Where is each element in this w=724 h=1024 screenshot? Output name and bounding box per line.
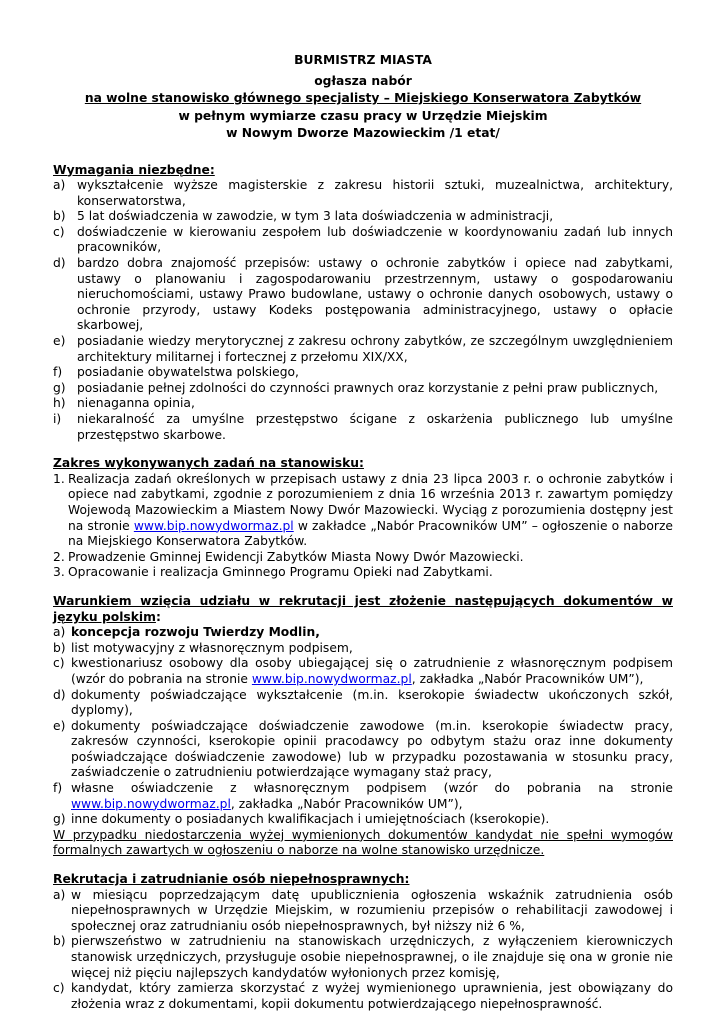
list-text: pierwszeństwo w zatrudnieniu na stanowiskach urzędniczych, z wyłączeniem kierowniczych stanowisk urzędniczych, przysługuje osobie niepełnosprawnej, o ile znajduje się ona w gronie nie więcej niż pięciu najlepszych kandydatów wyłonionych przez komisję, bbox=[71, 934, 673, 980]
requirements-section bbox=[53, 163, 673, 444]
list-text: posiadanie obywatelstwa polskiego, bbox=[77, 365, 299, 380]
list-marker: b) bbox=[53, 934, 66, 949]
list-marker: g) bbox=[53, 812, 66, 827]
disabled-section bbox=[53, 872, 673, 1012]
list-item bbox=[53, 334, 673, 365]
list-item bbox=[53, 225, 673, 256]
documents-title-text: Warunkiem wzięcia udziału w rekrutacji jest złożenie następujących dokumentów w języku polskim bbox=[53, 593, 673, 624]
list-marker: c) bbox=[53, 981, 65, 996]
list-text: 5 lat doświadczenia w zawodzie, w tym 3 lata doświadczenia w administracji, bbox=[77, 209, 554, 224]
list-text: nienaganna opinia, bbox=[77, 396, 195, 411]
list-text bbox=[71, 656, 673, 687]
list-marker: e) bbox=[53, 334, 66, 349]
header-location: w Nowym Dworze Mazowieckim /1 etat/ bbox=[226, 126, 500, 140]
list-marker: c) bbox=[53, 656, 65, 671]
list-item bbox=[53, 412, 673, 443]
list-text: bardzo dobra znajomość przepisów: ustawy o ochronie zabytków i opiece nad zabytkami, ustawy o planowaniu i zagospodarowaniu przestrzennym, ustawy o gospodarowaniu nieruchomościami, ustawy Prawo budowlane, ustawy o ochronie danych osobowych, ustawy o ochronie przyrody, ustawy Kodeks postępowania administracyjnego, ustawy o opłacie skarbowej, bbox=[77, 256, 673, 333]
list-item bbox=[53, 565, 673, 581]
duties-title: Zakres wykonywanych zadań na stanowisku: bbox=[53, 456, 364, 471]
list-item bbox=[53, 550, 673, 566]
list-text: inne dokumenty o posiadanych kwalifikacjach i umiejętnościach (kserokopie). bbox=[71, 812, 550, 827]
duties-section bbox=[53, 456, 673, 581]
list-text: list motywacyjny z własnoręcznym podpisem, bbox=[71, 640, 353, 655]
documents-note: W przypadku niedostarczenia wyżej wymienionych dokumentów kandydat nie spełni wymogów formalnych zawartych w ogłoszeniu o naborze na wolne stanowisko urzędnicze. bbox=[53, 827, 673, 858]
list-text: dokumenty poświadczające doświadczenie zawodowe (m.in. kserokopie świadectw pracy, zakresów czynności, kserokopie opinii pracodawcy po odbytym stażu oraz inne dokumenty poświadczające doświadczenie zawodowe) lub w przypadku pozostawania w stosunku pracy, zaświadczenie o zatrudnieniu potwierdzające wymagany staż pracy, bbox=[71, 718, 673, 780]
list-item bbox=[53, 256, 673, 334]
header-position: na wolne stanowisko głównego specjalisty – Miejskiego Konserwatora Zabytków bbox=[84, 91, 642, 105]
list-marker: h) bbox=[53, 396, 66, 411]
list-marker: 1. bbox=[53, 471, 65, 486]
announcement-header bbox=[53, 52, 673, 143]
disabled-title: Rekrutacja i zatrudnianie osób niepełnosprawnych: bbox=[53, 872, 410, 887]
bip-link[interactable]: www.bip.nowydwormaz.pl bbox=[133, 518, 294, 533]
list-item bbox=[53, 625, 673, 641]
list-text: wykształcenie wyższe magisterskie z zakresu historii sztuki, muzealnictwa, architektury, konserwatorstwa, bbox=[77, 178, 673, 208]
list-item bbox=[53, 781, 673, 812]
list-item bbox=[53, 888, 673, 935]
list-marker: a) bbox=[53, 887, 66, 902]
list-marker: b) bbox=[53, 209, 66, 224]
header-announces: ogłasza nabór bbox=[314, 73, 412, 88]
list-marker: a) bbox=[53, 625, 66, 640]
list-marker: b) bbox=[53, 640, 66, 655]
list-marker: i) bbox=[53, 412, 62, 426]
list-text: posiadanie wiedzy merytorycznej z zakresu ochrony zabytków, ze szczególnym uwzględnieniem architektury militarnej i fortecznej z przełomu XIX/XX, bbox=[77, 334, 673, 364]
list-item bbox=[53, 209, 673, 225]
list-item bbox=[53, 381, 673, 397]
list-item bbox=[53, 641, 673, 657]
bip-link[interactable]: www.bip.nowydwormaz.pl bbox=[251, 671, 412, 686]
list-text bbox=[68, 472, 673, 550]
list-item bbox=[53, 688, 673, 719]
list-marker: g) bbox=[53, 380, 66, 395]
list-text: dokumenty poświadczające wykształcenie (m.in. kserokopie świadectw ukończonych szkół, dyplomy), bbox=[71, 687, 673, 718]
header-worktime: w pełnym wymiarze czasu pracy w Urzędzie Miejskim bbox=[178, 108, 548, 123]
list-marker: f) bbox=[53, 781, 63, 796]
list-text: posiadanie pełnej zdolności do czynności prawnych oraz korzystanie z pełni praw publicznych, bbox=[77, 380, 659, 395]
documents-title-colon: : bbox=[155, 609, 161, 624]
documents-title bbox=[53, 594, 673, 625]
list-marker: e) bbox=[53, 718, 66, 733]
bip-link[interactable]: www.bip.nowydwormaz.pl bbox=[71, 796, 231, 811]
list-marker: a) bbox=[53, 178, 66, 193]
list-marker: d) bbox=[53, 687, 66, 702]
list-marker: d) bbox=[53, 256, 66, 271]
list-text: doświadczenie w kierowaniu zespołem lub doświadczenie w koordynowaniu zadań lub innych pracowników, bbox=[77, 224, 673, 255]
list-item bbox=[53, 719, 673, 781]
documents-section bbox=[53, 594, 673, 859]
list-marker: 2. bbox=[53, 549, 65, 564]
list-text: Opracowanie i realizacja Gminnego Programu Opieki nad Zabytkami. bbox=[68, 565, 493, 580]
list-text: w miesiącu poprzedzającym datę upublicznienia ogłoszenia wskaźnik zatrudnienia osób niepełnosprawnych w Urzędzie Miejskim, w rozumieniu przepisów o rehabilitacji zawodowej i społecznej oraz zatrudnianiu osób niepełnosprawnych, był niższy niż 6 %, bbox=[71, 887, 673, 933]
doc-text-part: , zakładka „Nabór Pracowników UM”), bbox=[411, 671, 644, 686]
list-item bbox=[53, 178, 673, 209]
list-item bbox=[53, 981, 673, 1012]
requirements-title: Wymagania niezbędne: bbox=[53, 162, 215, 177]
list-text bbox=[71, 781, 673, 812]
list-item bbox=[53, 812, 673, 828]
document-page bbox=[53, 52, 673, 1012]
list-text: niekaralność za umyślne przestępstwo ścigane z oskarżenia publicznego lub umyślne przestępstwo skarbowe. bbox=[77, 412, 673, 442]
duty-text-part: w zakładce „Nabór Pracowników UM” – ogłoszenie o naborze na Miejskiego Konserwatora Zabytków. bbox=[68, 518, 673, 549]
header-issuer: BURMISTRZ MIASTA bbox=[294, 53, 432, 67]
doc-text-part: kwestionariusz osobowy dla osoby ubiegającej się o zatrudnienie z własnoręcznym podpisem (wzór do pobrania na stronie bbox=[71, 656, 673, 686]
duty-text-part: Realizacja zadań określonych w przepisach ustawy z dnia 23 lipca 2003 r. o ochronie zabytków i opiece nad zabytkami, zgodnie z porozumieniem z dnia 16 września 2013 r. zawartym pomiędzy Wojewodą Mazowieckim a Miastem Nowy Dwór Mazowiecki. Wyciąg z porozumienia dostępny jest na stronie bbox=[68, 471, 673, 533]
list-marker: f) bbox=[53, 365, 63, 380]
list-marker: 3. bbox=[53, 565, 65, 580]
doc-text-part: , zakładka „Nabór Pracowników UM”), bbox=[230, 796, 463, 811]
list-item bbox=[53, 396, 673, 412]
list-item bbox=[53, 472, 673, 550]
list-item bbox=[53, 934, 673, 981]
list-marker: c) bbox=[53, 224, 65, 239]
list-item bbox=[53, 656, 673, 687]
list-text: koncepcja rozwoju Twierdzy Modlin, bbox=[71, 625, 320, 640]
list-text: Prowadzenie Gminnej Ewidencji Zabytków Miasta Nowy Dwór Mazowiecki. bbox=[68, 549, 524, 564]
doc-text-part: własne oświadczenie z własnoręcznym podpisem (wzór do pobrania na stronie bbox=[71, 781, 673, 796]
list-item bbox=[53, 365, 673, 381]
list-text: kandydat, który zamierza skorzystać z wyżej wymienionego uprawnienia, jest obowiązany do złożenia wraz z dokumentami, kopii dokumentu potwierdzającego niepełnosprawność. bbox=[71, 981, 673, 1011]
